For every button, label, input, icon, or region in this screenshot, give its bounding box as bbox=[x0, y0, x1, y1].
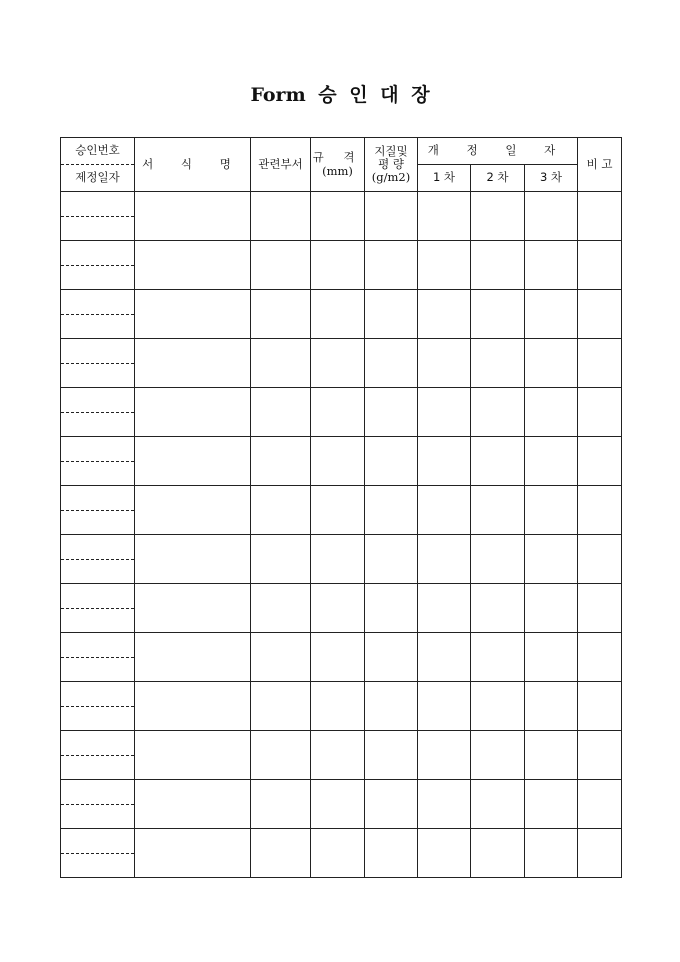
approval-no-date-cell bbox=[61, 437, 135, 486]
table-cell bbox=[578, 584, 622, 633]
approval-no-date-cell bbox=[61, 192, 135, 241]
table-cell bbox=[578, 780, 622, 829]
table-row bbox=[61, 192, 622, 241]
table-row bbox=[61, 829, 622, 878]
header-weight-label: 평 량 bbox=[378, 156, 404, 171]
table-cell bbox=[418, 486, 471, 535]
table-cell bbox=[418, 633, 471, 682]
approval-no-date-cell bbox=[61, 780, 135, 829]
table-cell bbox=[525, 192, 578, 241]
table-row bbox=[61, 339, 622, 388]
dashed-divider bbox=[61, 559, 134, 560]
dashed-divider bbox=[61, 608, 134, 609]
table-cell bbox=[525, 535, 578, 584]
table-cell bbox=[365, 339, 418, 388]
table-row bbox=[61, 682, 622, 731]
table-cell bbox=[365, 241, 418, 290]
approval-no-date-cell bbox=[61, 241, 135, 290]
table-cell bbox=[365, 290, 418, 339]
approval-no-date-cell bbox=[61, 486, 135, 535]
approval-no-date-cell bbox=[61, 290, 135, 339]
header-spec bbox=[311, 138, 365, 192]
table-cell bbox=[525, 584, 578, 633]
table-cell bbox=[578, 829, 622, 878]
dashed-divider bbox=[61, 412, 134, 413]
table-cell bbox=[471, 780, 525, 829]
table-row bbox=[61, 535, 622, 584]
table-cell bbox=[251, 682, 311, 731]
table-cell bbox=[471, 437, 525, 486]
table-cell bbox=[251, 486, 311, 535]
table-cell bbox=[311, 486, 365, 535]
table-cell bbox=[311, 829, 365, 878]
table-cell bbox=[135, 829, 251, 878]
table-row bbox=[61, 241, 622, 290]
table-cell bbox=[251, 829, 311, 878]
table-cell bbox=[135, 192, 251, 241]
table-cell bbox=[525, 388, 578, 437]
table-row bbox=[61, 388, 622, 437]
table-cell bbox=[251, 535, 311, 584]
table-cell bbox=[418, 731, 471, 780]
approval-no-date-cell bbox=[61, 731, 135, 780]
table-cell bbox=[578, 486, 622, 535]
dashed-divider bbox=[61, 804, 134, 805]
table-cell bbox=[311, 339, 365, 388]
table-cell bbox=[135, 535, 251, 584]
table-cell bbox=[135, 633, 251, 682]
table-cell bbox=[578, 633, 622, 682]
dashed-divider bbox=[61, 853, 134, 854]
header-revision-date: 개 정 일 자 bbox=[418, 138, 578, 165]
table-row bbox=[61, 290, 622, 339]
approval-no-date-cell bbox=[61, 388, 135, 437]
table-cell bbox=[525, 437, 578, 486]
approval-no-date-cell bbox=[61, 829, 135, 878]
table-cell bbox=[135, 682, 251, 731]
table-cell bbox=[578, 388, 622, 437]
table-cell bbox=[418, 829, 471, 878]
table-cell bbox=[365, 633, 418, 682]
table-row bbox=[61, 731, 622, 780]
table-cell bbox=[471, 339, 525, 388]
table-cell bbox=[471, 290, 525, 339]
table-cell bbox=[251, 633, 311, 682]
table-cell bbox=[251, 290, 311, 339]
header-weight-unit: (g/m2) bbox=[371, 170, 411, 185]
page-title: Form 승 인 대 장 bbox=[250, 84, 430, 106]
table-cell bbox=[418, 437, 471, 486]
table-cell bbox=[251, 339, 311, 388]
table-cell bbox=[471, 241, 525, 290]
table-cell bbox=[525, 339, 578, 388]
approval-ledger-table bbox=[60, 137, 622, 878]
table-cell bbox=[471, 682, 525, 731]
header-established-date: 제정일자 bbox=[75, 170, 120, 185]
table-cell bbox=[525, 731, 578, 780]
table-cell bbox=[578, 682, 622, 731]
table-cell bbox=[525, 829, 578, 878]
table-cell bbox=[251, 731, 311, 780]
table-cell bbox=[471, 633, 525, 682]
table-cell bbox=[365, 780, 418, 829]
table-cell bbox=[251, 780, 311, 829]
table-cell bbox=[311, 633, 365, 682]
table-cell bbox=[471, 192, 525, 241]
dashed-divider bbox=[61, 363, 134, 364]
header-related-dept: 관련부서 bbox=[251, 138, 311, 192]
approval-no-date-cell bbox=[61, 584, 135, 633]
ledger-body bbox=[61, 192, 622, 878]
table-cell bbox=[251, 584, 311, 633]
table-cell bbox=[251, 192, 311, 241]
table-cell bbox=[311, 731, 365, 780]
table-cell bbox=[135, 388, 251, 437]
table-cell bbox=[135, 486, 251, 535]
table-cell bbox=[578, 192, 622, 241]
header-paper-weight bbox=[365, 138, 418, 192]
approval-no-date-cell bbox=[61, 339, 135, 388]
table-cell bbox=[365, 437, 418, 486]
table-cell bbox=[578, 437, 622, 486]
table-cell bbox=[578, 241, 622, 290]
table-cell bbox=[365, 584, 418, 633]
table-cell bbox=[311, 241, 365, 290]
dashed-divider bbox=[61, 461, 134, 462]
table-cell bbox=[311, 192, 365, 241]
table-cell bbox=[135, 780, 251, 829]
table-cell bbox=[311, 437, 365, 486]
table-cell bbox=[365, 388, 418, 437]
table-cell bbox=[525, 633, 578, 682]
table-cell bbox=[365, 535, 418, 584]
table-cell bbox=[578, 290, 622, 339]
header-remarks: 비 고 bbox=[578, 138, 622, 192]
table-cell bbox=[365, 829, 418, 878]
table-cell bbox=[135, 584, 251, 633]
header-rev3: 3 차 bbox=[525, 165, 578, 192]
table-row bbox=[61, 437, 622, 486]
table-cell bbox=[135, 241, 251, 290]
table-cell bbox=[471, 388, 525, 437]
dashed-divider bbox=[61, 314, 134, 315]
header-approval-no-established-date bbox=[61, 138, 135, 192]
table-row bbox=[61, 584, 622, 633]
table-cell bbox=[135, 290, 251, 339]
table-cell bbox=[578, 731, 622, 780]
table-cell bbox=[311, 535, 365, 584]
table-cell bbox=[525, 290, 578, 339]
header-paper-label: 지질및 bbox=[374, 143, 408, 158]
table-cell bbox=[471, 486, 525, 535]
table-cell bbox=[251, 241, 311, 290]
table-cell bbox=[311, 388, 365, 437]
table-cell bbox=[418, 290, 471, 339]
table-cell bbox=[471, 535, 525, 584]
table-cell bbox=[418, 584, 471, 633]
approval-no-date-cell bbox=[61, 633, 135, 682]
header-rev1: 1 차 bbox=[418, 165, 471, 192]
table-cell bbox=[311, 584, 365, 633]
table-cell bbox=[471, 731, 525, 780]
header-approval-no: 승인번호 bbox=[75, 143, 120, 158]
approval-no-date-cell bbox=[61, 535, 135, 584]
table-cell bbox=[135, 731, 251, 780]
table-cell bbox=[311, 290, 365, 339]
table-cell bbox=[251, 437, 311, 486]
table-cell bbox=[418, 241, 471, 290]
table-cell bbox=[135, 339, 251, 388]
approval-no-date-cell bbox=[61, 682, 135, 731]
table-row bbox=[61, 633, 622, 682]
dashed-divider bbox=[61, 265, 134, 266]
table-cell bbox=[418, 535, 471, 584]
table-cell bbox=[418, 780, 471, 829]
dashed-divider bbox=[61, 706, 134, 707]
table-cell bbox=[418, 388, 471, 437]
dashed-divider bbox=[61, 216, 134, 217]
header-rev2: 2 차 bbox=[471, 165, 525, 192]
table-cell bbox=[525, 780, 578, 829]
table-cell bbox=[365, 192, 418, 241]
table-cell bbox=[525, 241, 578, 290]
table-cell bbox=[311, 682, 365, 731]
table-cell bbox=[418, 339, 471, 388]
table-cell bbox=[578, 535, 622, 584]
table-cell bbox=[365, 486, 418, 535]
table-cell bbox=[418, 682, 471, 731]
dashed-divider bbox=[61, 510, 134, 511]
dashed-divider bbox=[61, 755, 134, 756]
table-cell bbox=[471, 584, 525, 633]
table-cell bbox=[471, 829, 525, 878]
table-cell bbox=[365, 682, 418, 731]
table-cell bbox=[418, 192, 471, 241]
dashed-divider bbox=[61, 657, 134, 658]
table-cell bbox=[525, 486, 578, 535]
table-row bbox=[61, 780, 622, 829]
table-cell bbox=[251, 388, 311, 437]
table-row bbox=[61, 486, 622, 535]
table-cell bbox=[365, 731, 418, 780]
table-cell bbox=[135, 437, 251, 486]
header-form-name: 서 식 명 bbox=[135, 138, 251, 192]
table-cell bbox=[311, 780, 365, 829]
table-cell bbox=[525, 682, 578, 731]
header-spec-unit: (mm) bbox=[322, 163, 353, 178]
table-cell bbox=[578, 339, 622, 388]
header-spec-label: 규 격 bbox=[312, 150, 363, 165]
